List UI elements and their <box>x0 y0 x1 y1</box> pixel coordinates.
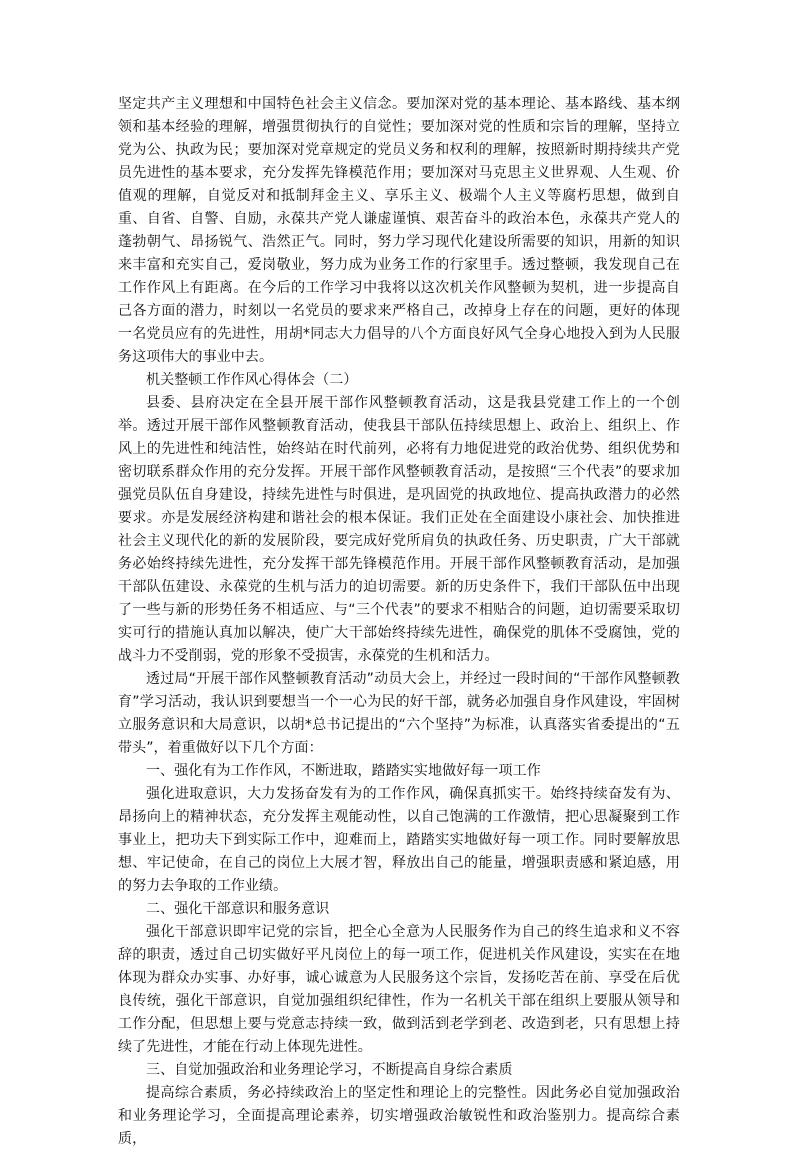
paragraph-8: 强化干部意识即牢记党的宗旨，把全心全意为人民服务作为自己的终生追求和义不容辞的职责，透过自己切实做好平凡岗位上的每一项工作，促进机关作风建设，实实在在地体现为群众办实事、办好事，诚心诚意为人民服务这个宗旨，发扬吃苦在前、享受在后优良传统，强化干部意识，自觉加强组织纪律性，作为一名机关干部在组织上要服从领导和工作分配，但思想上要与党意志持续一致，做到活到老学到老、改造到老，只有思想上持续了先进性，才能在行动上体现先进性。 <box>118 924 680 1055</box>
section-heading-2: 二、强化干部意识和服务意识 <box>146 901 330 917</box>
paragraph-4: 透过局“开展干部作风整顿教育活动”动员大会上，并经过一段时间的“干部作风整顿教育”学习活动，我认识到要想当一个一心为民的好干部，就务必加强自身作风建设，牢固树立服务意识和大局意识，以胡*总书记提出的“六个坚持”为标准，认真落实省委提出的“五带头”，着重做好以下几个方面： <box>118 671 680 756</box>
paragraph-1: 坚定共产主义理想和中国特色社会主义信念。要加深对党的基本理论、基本路线、基本纲领和基本经验的理解，增强贯彻执行的自觉性；要加深对党的性质和宗旨的理解，坚持立党为公、执政为民；要加深对党章规定的党员义务和权利的理解，按照新时期持续共产党员先进性的基本要求，充分发挥先锋模范作用；要加深对马克思主义世界观、人生观、价值观的理解，自觉反对和抵制拜金主义、享乐主义、极端个人主义等腐朽思想，做到自重、自省、自警、自励，永葆共产党人谦虚谨慎、艰苦奋斗的政治本色，永葆共产党人的蓬勃朝气、昂扬锐气、浩然正气。同时，努力学习现代化建设所需要的知识，用新的知识来丰富和充实自己，爱岗敬业，努力成为业务工作的行家里手。透过整顿，我发现自己在工作作风上有距离。在今后的工作学习中我将以这次机关作风整顿为契机，进一步提高自己各方面的潜力，时刻以一名党员的要求来严格自己，改掉身上存在的问题，更好的体现一名党员应有的先进性，用胡*同志大力倡导的八个方面良好风气全身心地投入到为人民服务这项伟大的事业中去。 <box>118 96 680 365</box>
paragraph-10: 提高综合素质，务必持续政治上的坚定性和理论上的完整性。因此务必自觉加强政治和业务理论学习，全面提高理论素养，切实增强政治敏锐性和政治鉴别力。提高综合素质， <box>118 1085 680 1147</box>
section-heading-3: 三、自觉加强政治和业务理论学习，不断提高自身综合素质 <box>146 1062 513 1078</box>
section-heading-1: 一、强化有为工作作风，不断进取，踏踏实实地做好每一项工作 <box>146 763 541 779</box>
section-title-2: 机关整顿工作作风心得体会（二） <box>146 372 358 388</box>
paragraph-6: 强化进取意识，大力发扬奋发有为的工作作风，确保真抓实干。始终持续奋发有为、昂扬向上的精神状态，充分发挥主观能动性，以自己饱满的工作激情，把心思凝聚到工作事业上，把功夫下到实际工作中，迎难而上，踏踏实实地做好每一项工作。同时要解放思想、牢记使命，在自己的岗位上大展才智，释放出自己的能量，增强职责感和紧迫感，用的努力去争取的工作业绩。 <box>118 786 680 894</box>
paragraph-3: 县委、县府决定在全县开展干部作风整顿教育活动，这是我县党建工作上的一个创举。透过开展干部作风整顿教育活动，使我县干部队伍持续思想上、政治上、组织上、作风上的先进性和纯洁性，始终站在时代前列，必将有力地促进党的政治优势、组织优势和密切联系群众作用的充分发挥。开展干部作风整顿教育活动，是按照“三个代表”的要求加强党员队伍自身建设，持续先进性与时俱进，是巩固党的执政地位、提高执政潜力的必然要求。亦是发展经济构建和谐社会的根本保证。我们正处在全面建设小康社会、加快推进社会主义现代化的新的发展阶段，要完成好党所肩负的执政任务、历史职责，广大干部就务必始终持续先进性，充分发挥干部先锋模范作用。开展干部作风整顿教育活动，是加强干部队伍建设、永葆党的生机与活力的迫切需要。新的历史条件下，我们干部队伍中出现了一些与新的形势任务不相适应、与“三个代表”的要求不相贴合的问题，迫切需要采取切实可行的措施认真加以解决，使广大干部始终持续先进性，确保党的肌体不受腐蚀，党的战斗力不受削弱，党的形象不受损害，永葆党的生机和活力。 <box>118 395 680 664</box>
document-page <box>118 93 680 1151</box>
